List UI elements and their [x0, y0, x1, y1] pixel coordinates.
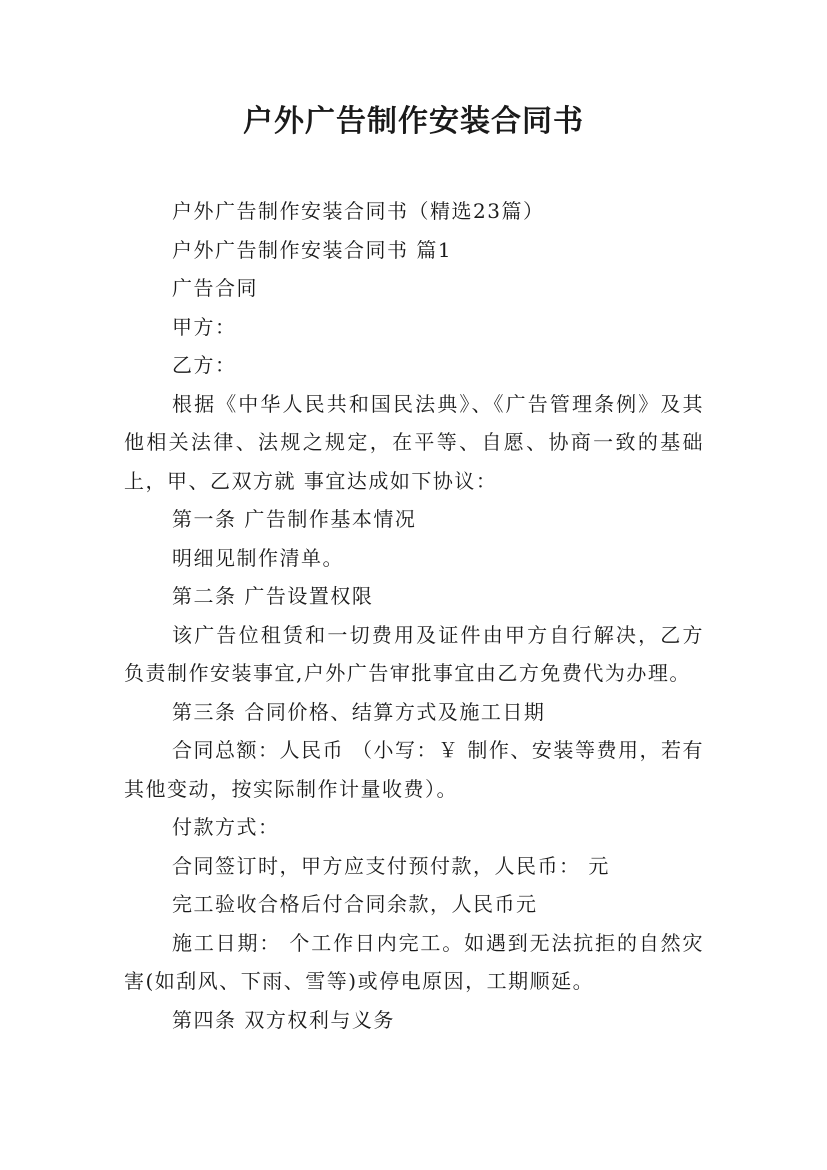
- paragraph-payment-method: 付款方式：: [172, 815, 280, 839]
- paragraph-party-a: 甲方：: [172, 314, 237, 339]
- paragraph-article-4-heading: 第四条 双方权利与义务: [172, 1007, 395, 1032]
- paragraph-article-1-heading: 第一条 广告制作基本情况: [172, 507, 417, 531]
- paragraph-article-1-body: 明细见制作清单。: [172, 545, 344, 570]
- paragraph-subtitle: 户外广告制作安装合同书（精选23篇）: [172, 199, 545, 223]
- paragraph-construction-period: 施工日期： 个工作日内完工。如遇到无法抗拒的自然灾害(如刮风、下雨、雪等)或停电原因，工期顺延。: [124, 930, 704, 993]
- paragraph-article-2-body: 该广告位租赁和一切费用及证件由甲方自行解决，乙方负责制作安装事宜,户外广告审批事宜由乙方免费代为办理。: [124, 622, 704, 685]
- paragraph-contract-amount: 合同总额：人民币 （小写：￥ 制作、安装等费用，若有其他变动，按实际制作计量收费）。: [124, 738, 704, 801]
- paragraph-preamble: 根据《中华人民共和国民法典》、《广告管理条例》及其他相关法律、法规之规定，在平等、自愿、协商一致的基础上，甲、乙双方就 事宜达成如下协议：: [124, 391, 704, 493]
- paragraph-party-b: 乙方：: [172, 353, 237, 377]
- paragraph-article-3-heading: 第三条 合同价格、结算方式及施工日期: [172, 699, 546, 724]
- paragraph-contract-name: 广告合同: [172, 276, 258, 300]
- paragraph-advance-payment: 合同签订时，甲方应支付预付款，人民币： 元: [172, 853, 610, 878]
- paragraph-article-2-heading: 第二条 广告设置权限: [172, 584, 374, 608]
- document-body: [124, 192, 704, 1039]
- document-title: 户外广告制作安装合同书: [243, 104, 584, 139]
- paragraph-section-heading: 户外广告制作安装合同书 篇1: [172, 237, 453, 262]
- paragraph-balance-payment: 完工验收合格后付合同余款，人民币元: [172, 892, 538, 916]
